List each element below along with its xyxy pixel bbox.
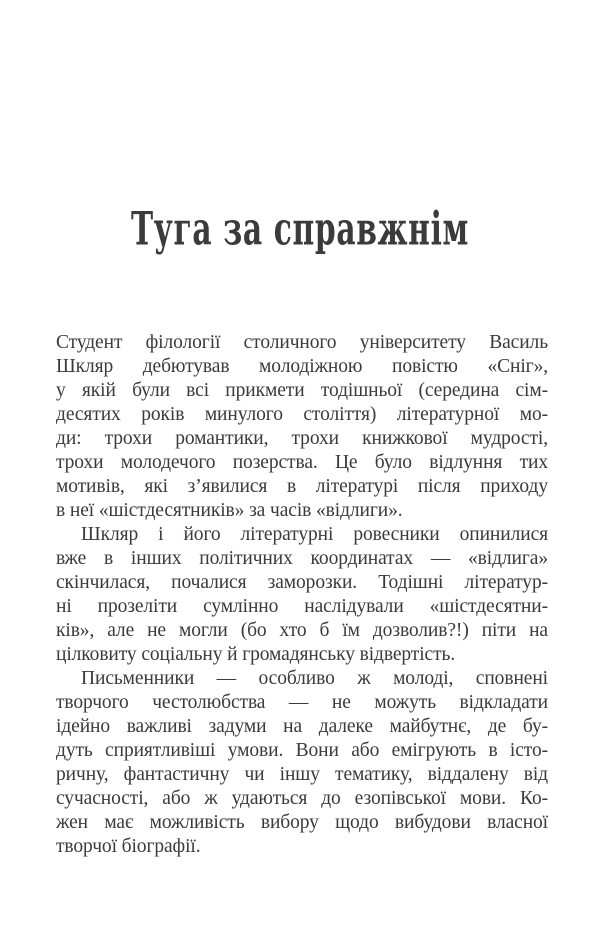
text-line: творчого честолюбства — не можуть відкладати xyxy=(56,692,548,713)
text-line: Письменники — особливо ж молоді, сповнені xyxy=(81,668,548,689)
text-line: сучасності, або ж удаються до езопівської мови. Ко- xyxy=(56,788,548,809)
text-line: ричну, фантастичну чи іншу тематику, віддалену від xyxy=(56,764,548,785)
text-line: ні прозеліти сумлінно наслідували «шістдесятни- xyxy=(56,596,548,617)
text-line: творчої біографії. xyxy=(56,836,201,857)
body-text xyxy=(56,331,548,859)
text-line: дуть сприятливіші умови. Вони або емігрують в істо- xyxy=(56,740,548,761)
text-line: у якій були всі прикмети тодішньої (середина сім- xyxy=(56,380,548,401)
text-line: десятих років минулого століття) літературної мо- xyxy=(56,404,548,425)
text-line: ідейно важливі задуми на далеке майбутнє, де бу- xyxy=(56,716,548,737)
text-line: цілковиту соціальну й громадянську відвертість. xyxy=(56,644,456,665)
text-line: в неї «шістдесятників» за часів «відлиги». xyxy=(56,500,403,521)
text-line: Студент філології столичного університету Василь xyxy=(56,332,548,353)
text-line: жен має можливість вибору щодо вибудови власної xyxy=(56,812,548,833)
chapter-title: Туга за справжнім xyxy=(131,201,469,256)
text-line: Шкляр і його літературні ровесники опинилися xyxy=(81,524,548,545)
paragraph xyxy=(56,331,548,523)
paragraph xyxy=(56,523,548,667)
paragraph xyxy=(56,667,548,859)
text-line: ди: трохи романтики, трохи книжкової мудрості, xyxy=(56,428,548,449)
text-line: ків», але не могли (бо хто б їм дозволив?!) піти на xyxy=(56,620,548,641)
text-line: мотивів, які з’явилися в літературі після приходу xyxy=(56,476,548,497)
text-line: Шкляр дебютував молодіжною повістю «Сніг», xyxy=(56,356,548,377)
text-line: вже в інших політичних координатах — «відлига» xyxy=(56,548,548,569)
text-line: скінчилася, почалися заморозки. Тодішні літератур- xyxy=(56,572,548,593)
text-line: трохи молодечого позерства. Це було відлуння тих xyxy=(56,452,548,473)
